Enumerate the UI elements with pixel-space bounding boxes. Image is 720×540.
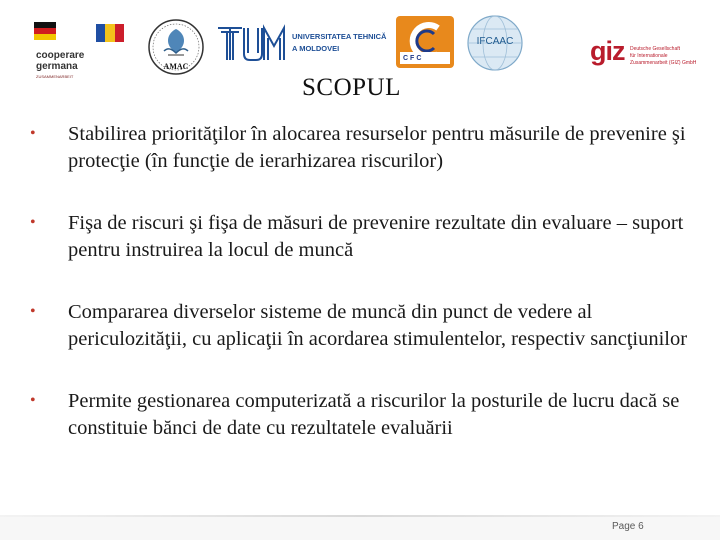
utm-monogram-icon xyxy=(216,20,290,66)
cfc-logo xyxy=(394,14,460,70)
utm-logo-line2: A MOLDOVEI xyxy=(292,44,340,53)
coop-logo-line2: germana xyxy=(36,61,78,72)
giz-subtext xyxy=(630,46,696,67)
bullet-list xyxy=(30,118,700,441)
moldovan-flag-icon xyxy=(96,24,124,42)
bullet-dot-icon: • xyxy=(30,303,36,320)
utm-logo-line1: UNIVERSITATEA TEHNICĂ xyxy=(292,32,387,41)
giz-wordmark: giz xyxy=(590,36,625,66)
ifcaac-logo-text: IFCAAC xyxy=(476,36,514,47)
bullet-text: Fişa de riscuri şi fişa de măsuri de prevenire rezultate din evaluare – suport pentru instruirea la locul de muncă xyxy=(68,212,684,261)
amac-logo xyxy=(146,17,206,77)
bullet-text: Permite gestionarea computerizată a riscurilor la posturile de lucru dacă se constituie bănci de date cu rezultatele evaluării xyxy=(68,390,680,439)
bullet-item xyxy=(30,388,700,441)
coop-logo-line1: cooperare xyxy=(36,50,85,61)
bullet-dot-icon: • xyxy=(30,392,36,409)
bullet-item xyxy=(30,121,700,174)
ifcaac-logo xyxy=(462,14,532,72)
bullet-dot-icon: • xyxy=(30,214,36,231)
german-flag-icon xyxy=(34,22,56,40)
logo-band xyxy=(0,0,720,84)
bullet-item xyxy=(30,299,700,352)
giz-sub-line3: Zusammenarbeit (GIZ) GmbH xyxy=(630,60,697,66)
giz-sub-line1: Deutsche Gesellschaft xyxy=(630,46,681,52)
coop-logo-sub: ZUSAMMENARBEIT xyxy=(36,74,74,79)
giz-logo xyxy=(590,36,710,78)
giz-sub-line2: für Internationale xyxy=(630,53,668,59)
bullet-text: Compararea diverselor sisteme de muncă din punct de vedere al periculozităţii, cu aplicaţii în acordarea stimulentelor, respectiv sancţiunilor xyxy=(68,301,688,350)
amac-logo-text: AMAC xyxy=(163,62,189,71)
slide-title: SCOPUL xyxy=(302,74,401,101)
bullet-text: Stabilirea priorităţilor în alocarea resurselor pentru măsurile de prevenire şi protecţie (în funcţie de ierarhizarea riscurilor) xyxy=(68,123,686,172)
bullet-item xyxy=(30,210,700,263)
page-number: Page 6 xyxy=(612,521,644,532)
cooperare-germana-logo xyxy=(34,22,134,78)
utm-logo xyxy=(216,20,388,66)
bullet-dot-icon: • xyxy=(30,125,36,142)
cfc-logo-text: CFC xyxy=(403,55,424,62)
